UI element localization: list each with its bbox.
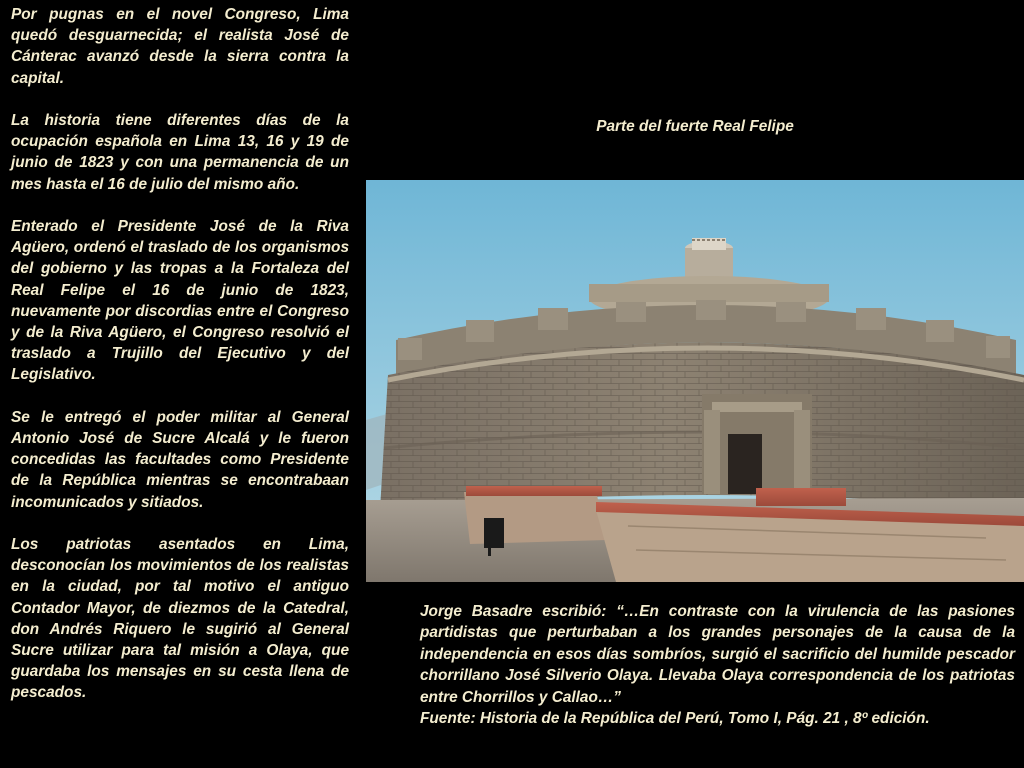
basadre-quote	[420, 601, 1015, 729]
paragraph-riva-aguero: Enterado el Presidente José de la Riva Agüero, ordenó el traslado de los organismos del gobierno y las tropas a la Fortaleza del Real Felipe el 16 de junio de 1823, nuevamente por discordias entre el Congreso y de la Riva Agüero, el Congreso resolvió el traslado a Trujillo del Ejecutivo y del Legislativo.	[11, 218, 349, 384]
paragraph-occupation-days: La historia tiene diferentes días de la ocupación española en Lima 13, 16 y 19 de junio de 1823 y con una permanencia de un mes hasta el 16 de julio del mismo año.	[11, 112, 349, 193]
paragraph-canterac: Por pugnas en el novel Congreso, Lima quedó desguarnecida; el realista José de Cánterac avanzó desde la sierra contra la capital.	[11, 6, 349, 87]
paragraph-olaya-mission: Los patriotas asentados en Lima, desconocían los movimientos de los realistas en la ciudad, por tal motivo el antiguo Contador Mayor, de diezmos de la Catedral, don Andrés Riquero le sugirió al General Sucre utilizar para tal misión a Olaya, que guardaba los mensajes en su cesta llena de pescados.	[11, 536, 349, 702]
photo-caption: Parte del fuerte Real Felipe	[596, 118, 794, 135]
left-text-column	[11, 4, 349, 704]
fortress-illustration	[366, 180, 1024, 582]
paragraph-sucre: Se le entregó el poder militar al General Antonio José de Sucre Alcalá y le fueron concedidas las facultades como Presidente de la República mientras se encontrabaan incomunicados y sitiados.	[11, 408, 349, 511]
fortress-photo	[366, 180, 1024, 582]
quote-source: Fuente: Historia de la República del Perú, Tomo I, Pág. 21 , 8º edición.	[420, 710, 930, 728]
quote-text: Jorge Basadre escribió: “…En contraste con la virulencia de las pasiones partidistas que perturbaban a los grandes personajes de la causa de la independencia en esos días sombríos, surgió el sacrificio del humilde pescador chorrillano José Silverio Olaya. Llevaba Olaya correspondencia de los patriotas entre Chorrillos y Callao…”	[420, 603, 1015, 706]
